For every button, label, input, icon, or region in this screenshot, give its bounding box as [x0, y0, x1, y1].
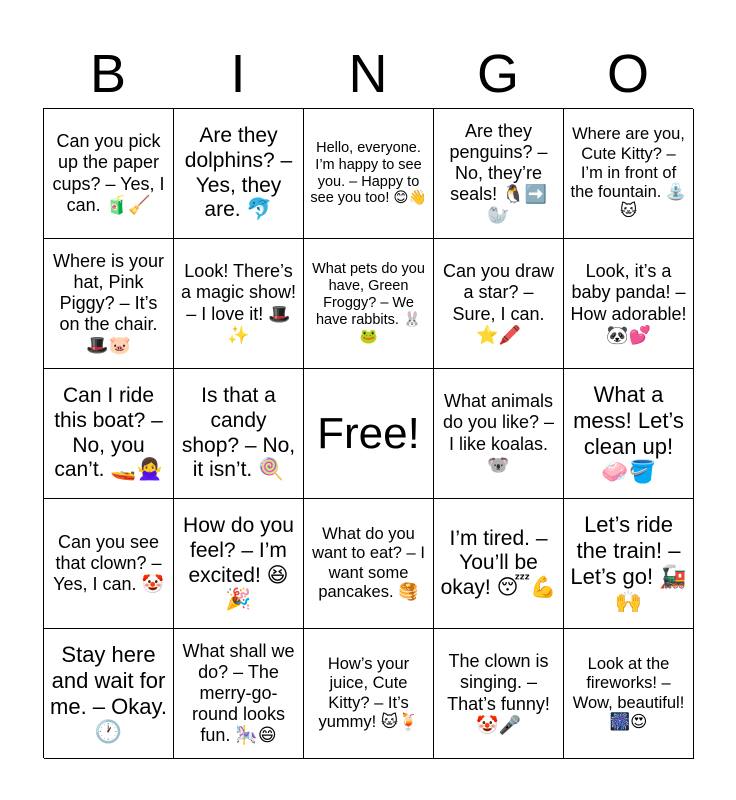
- cell-text: What shall we do? – The merry-go-round looks fun. 🎠😄: [182, 640, 295, 746]
- free-space-text: Free!: [317, 408, 420, 458]
- bingo-cell-r4-c4[interactable]: [434, 499, 564, 629]
- bingo-cell-r5-c4[interactable]: [434, 629, 564, 759]
- header-letter-o: O: [606, 44, 649, 104]
- cell-text: Can you draw a star? – Sure, I can. ⭐🖍️: [442, 261, 555, 345]
- bingo-cell-r2-c2[interactable]: [174, 239, 304, 369]
- cell-text: I’m tired. – You’ll be okay! 😴💪: [440, 526, 557, 599]
- cell-text: What animals do you like? – I like koalas. 🐨: [442, 391, 555, 475]
- bingo-cell-r2-c3[interactable]: [304, 239, 434, 369]
- cell-text: Where is your hat, Pink Piggy? – It’s on the chair. 🎩🐷: [52, 250, 165, 356]
- bingo-cell-r4-c1[interactable]: [44, 499, 174, 629]
- cell-text: How do you feel? – I’m excited! 😆🎉: [183, 514, 294, 612]
- cell-text: Can you pick up the paper cups? – Yes, I can. 🧃🧹: [52, 131, 165, 215]
- bingo-cell-r5-c3[interactable]: [304, 629, 434, 759]
- bingo-cell-r1-c1[interactable]: [44, 109, 174, 239]
- bingo-cell-r2-c4[interactable]: [434, 239, 564, 369]
- bingo-card: [43, 108, 693, 758]
- cell-text: The clown is singing. – That’s funny! 🤡🎤: [447, 651, 550, 735]
- bingo-cell-r5-c2[interactable]: [174, 629, 304, 759]
- cell-text: Let’s ride the train! – Let’s go! 🚂🙌: [570, 512, 687, 615]
- cell-text: Can I ride this boat? – No, you can’t. 🚤🙅‍♀️: [54, 384, 163, 482]
- header-letter-i: I: [230, 44, 246, 104]
- cell-text: Hello, everyone. I’m happy to see you. – Happy to see you too! 😊👋: [310, 139, 427, 207]
- bingo-cell-r5-c1[interactable]: [44, 629, 174, 759]
- cell-text: Are they penguins? – No, they’re seals! 🐧➡️🦭: [449, 120, 548, 226]
- bingo-cell-r2-c1[interactable]: [44, 239, 174, 369]
- cell-text: Are they dolphins? – Yes, they are. 🐬: [184, 124, 293, 222]
- bingo-cell-r1-c3[interactable]: [304, 109, 434, 239]
- bingo-cell-free[interactable]: [304, 369, 434, 499]
- cell-text: Look, it’s a baby panda! – How adorable! 🐼💕: [570, 261, 687, 345]
- bingo-cell-r1-c5[interactable]: [564, 109, 694, 239]
- bingo-cell-r4-c2[interactable]: [174, 499, 304, 629]
- cell-text: What do you want to eat? – I want some pancakes. 🥞: [312, 524, 425, 601]
- cell-text: What pets do you have, Green Froggy? – We have rabbits. 🐰🐸: [312, 261, 425, 345]
- bingo-cell-r3-c4[interactable]: [434, 369, 564, 499]
- cell-text: Can you see that clown? – Yes, I can. 🤡: [53, 531, 164, 595]
- bingo-cell-r2-c5[interactable]: [564, 239, 694, 369]
- bingo-cell-r1-c2[interactable]: [174, 109, 304, 239]
- cell-text: Look! There’s a magic show! – I love it! 🎩✨: [180, 261, 297, 345]
- bingo-cell-r4-c5[interactable]: [564, 499, 694, 629]
- cell-text: What a mess! Let’s clean up! 🧼🪣: [573, 382, 684, 485]
- cell-text: How’s your juice, Cute Kitty? – It’s yummy! 🐱🍹: [318, 654, 419, 731]
- cell-text: Stay here and wait for me. – Okay. 🕐: [50, 642, 167, 745]
- header-letter-b: B: [89, 44, 127, 104]
- bingo-header: [43, 40, 693, 108]
- cell-text: Where are you, Cute Kitty? – I’m in front of the fountain. ⛲🐱: [570, 125, 687, 221]
- cell-text: Look at the fireworks! – Wow, beautiful! 🎆😍: [572, 654, 685, 731]
- bingo-cell-r3-c5[interactable]: [564, 369, 694, 499]
- bingo-cell-r3-c1[interactable]: [44, 369, 174, 499]
- bingo-cell-r5-c5[interactable]: [564, 629, 694, 759]
- bingo-cell-r1-c4[interactable]: [434, 109, 564, 239]
- header-letter-g: G: [476, 44, 519, 104]
- bingo-cell-r4-c3[interactable]: [304, 499, 434, 629]
- header-letter-n: N: [348, 44, 388, 104]
- cell-text: Is that a candy shop? – No, it isn’t. 🍭: [181, 384, 296, 482]
- bingo-cell-r3-c2[interactable]: [174, 369, 304, 499]
